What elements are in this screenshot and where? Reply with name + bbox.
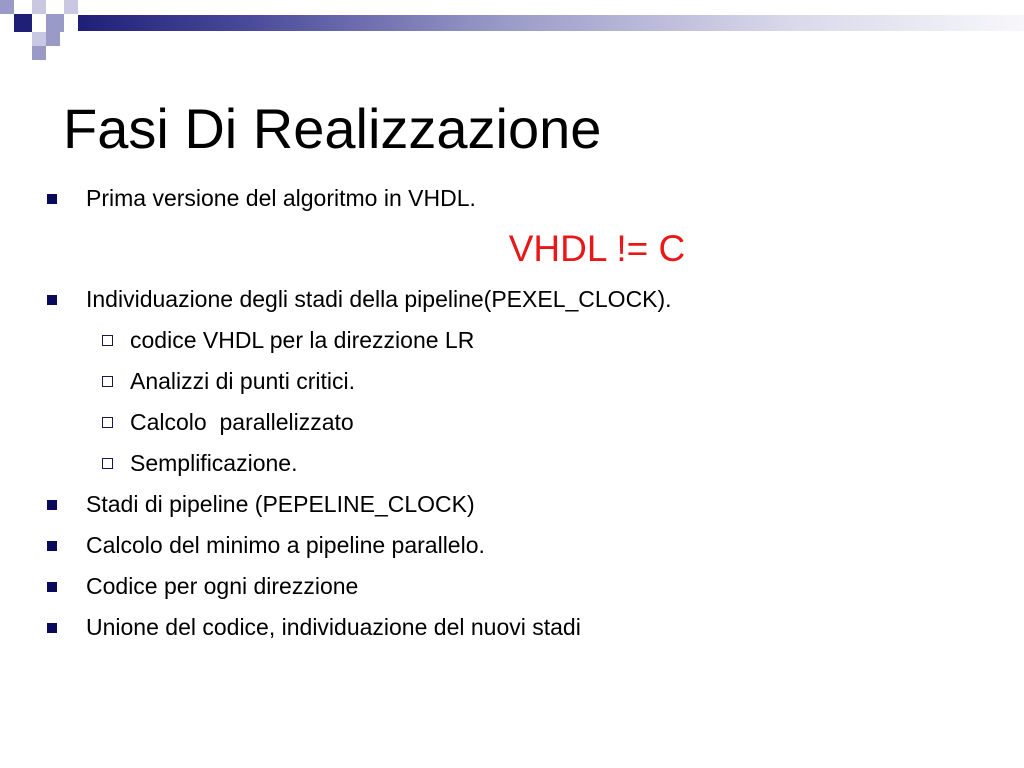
- list-item-text: Unione del codice, individuazione del nuovi stadi: [86, 614, 581, 640]
- sub-list-item-text: codice VHDL per la direzzione LR: [130, 327, 475, 353]
- slide-title: Fasi Di Realizzazione: [63, 97, 602, 160]
- square-bullet-icon: [47, 194, 57, 204]
- deco-square: [46, 32, 60, 46]
- deco-square: [32, 32, 46, 46]
- list-item: [0, 607, 1024, 648]
- square-bullet-icon: [47, 582, 57, 592]
- square-bullet-icon: [47, 295, 57, 305]
- sub-list-item: [0, 402, 1024, 443]
- hollow-square-bullet-icon: [102, 376, 113, 387]
- header-gradient-bar: [78, 15, 1024, 31]
- highlight-text: VHDL != C: [508, 228, 686, 269]
- hollow-square-bullet-icon: [102, 458, 113, 469]
- list-item-text: Individuazione degli stadi della pipeline(PEXEL_CLOCK).: [86, 286, 672, 312]
- sub-list-item-text: Analizzi di punti critici.: [130, 368, 355, 394]
- bullet-list: [0, 178, 1024, 648]
- sub-list-item-text: Calcolo parallelizzato: [130, 409, 354, 435]
- sub-list-item-text: Semplificazione.: [130, 450, 298, 476]
- square-bullet-icon: [47, 623, 57, 633]
- list-item-text: Codice per ogni direzzione: [86, 573, 359, 599]
- hollow-square-bullet-icon: [102, 335, 113, 346]
- hollow-square-bullet-icon: [102, 417, 113, 428]
- deco-square: [14, 14, 32, 32]
- list-item: [0, 525, 1024, 566]
- list-item-text: Prima versione del algoritmo in VHDL.: [86, 185, 476, 211]
- deco-square: [32, 0, 46, 14]
- list-item: [0, 279, 1024, 320]
- list-item-text: Stadi di pipeline (PEPELINE_CLOCK): [86, 491, 475, 517]
- sub-list-item: [0, 361, 1024, 402]
- deco-square: [46, 14, 64, 32]
- list-item: [0, 566, 1024, 607]
- header-decoration: [0, 0, 1024, 70]
- square-bullet-icon: [47, 541, 57, 551]
- deco-square: [32, 46, 46, 60]
- square-bullet-icon: [47, 500, 57, 510]
- sub-list-item: [0, 320, 1024, 361]
- deco-square: [64, 0, 78, 14]
- sub-list-item: [0, 443, 1024, 484]
- list-item: [0, 178, 1024, 219]
- list-item-text: Calcolo del minimo a pipeline parallelo.: [86, 532, 485, 558]
- list-item: [0, 484, 1024, 525]
- deco-square: [0, 0, 14, 14]
